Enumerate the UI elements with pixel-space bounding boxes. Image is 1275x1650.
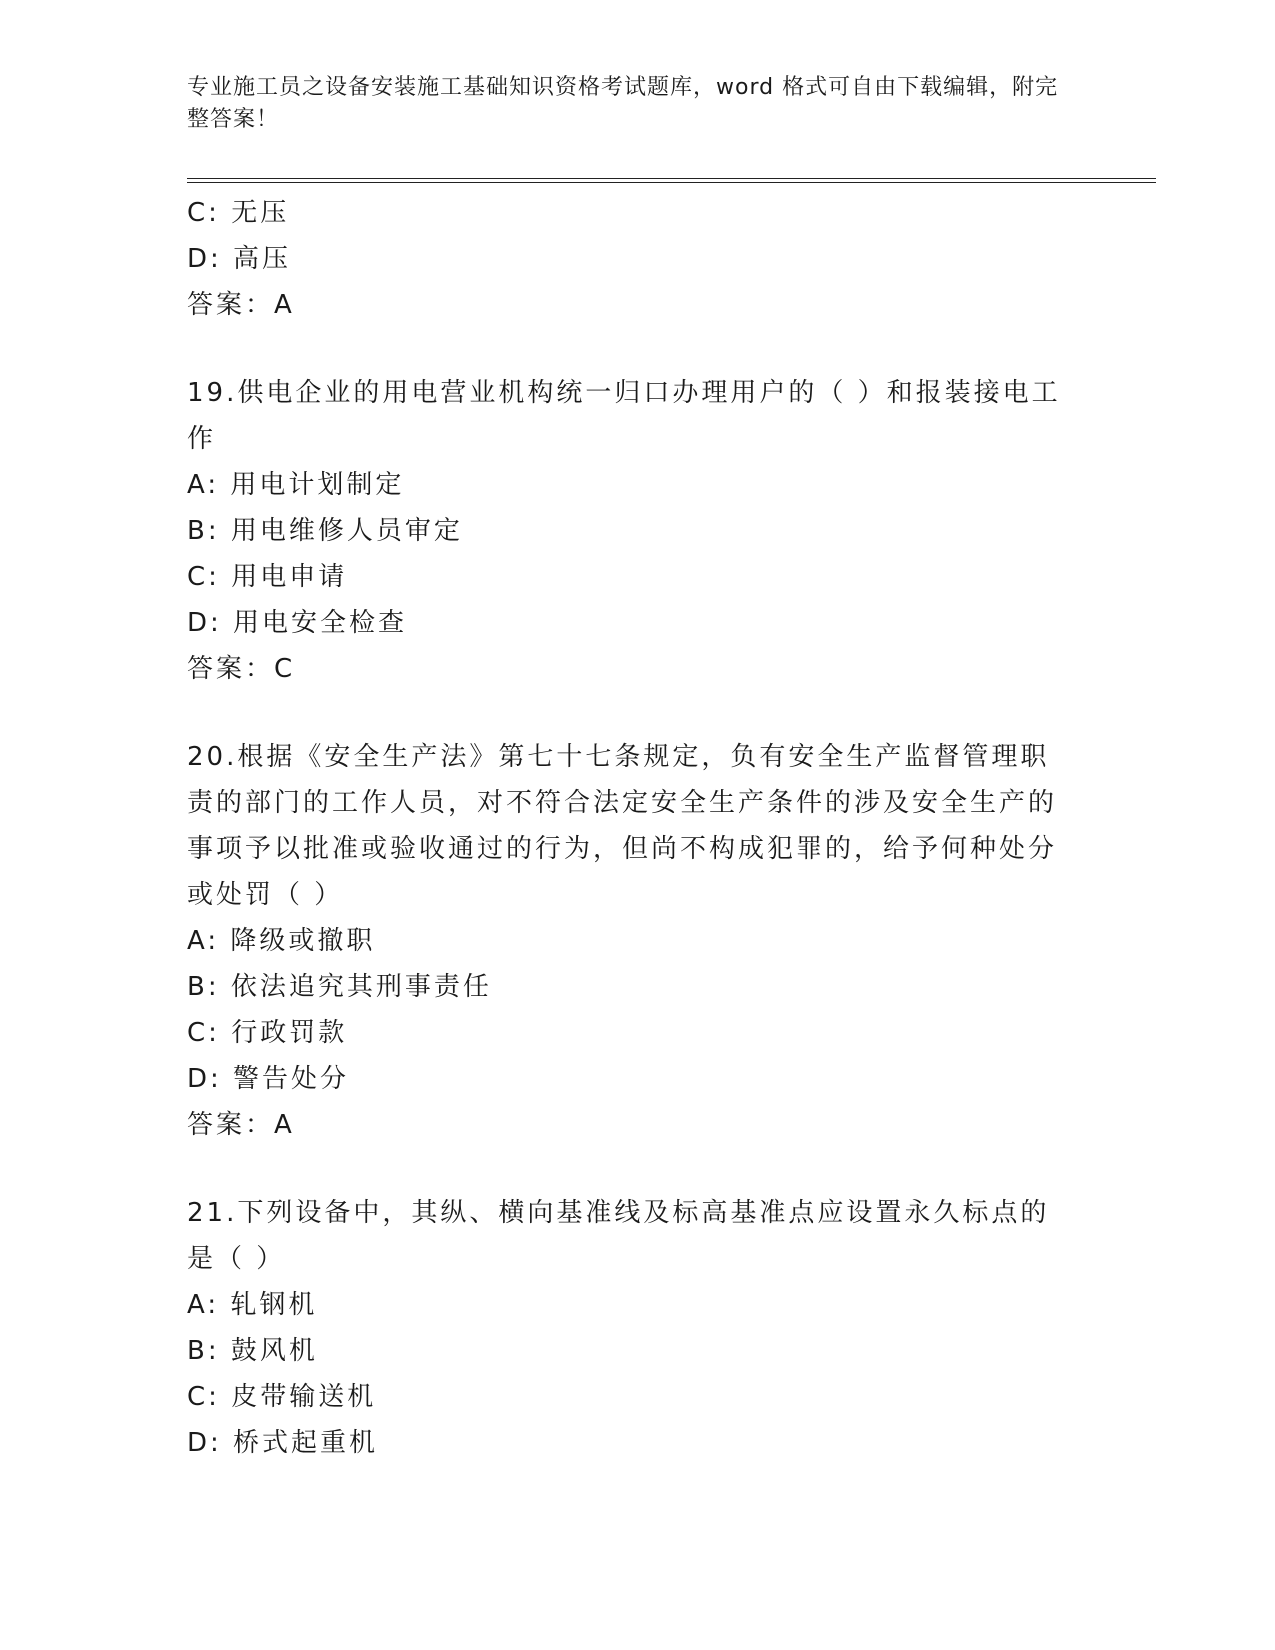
option-key: C: [187, 198, 220, 228]
question-text: 20.根据《安全生产法》第七十七条规定，负有安全生产监督管理职责的部门的工作人员，对不符合法定安全生产条件的涉及安全生产的事项予以批准或验收通过的行为，但尚不构成犯罪的，给予何种处分或处罚（ ） [187, 742, 1058, 910]
option-line [187, 236, 1087, 282]
option-key: C: [187, 562, 220, 592]
option-key: C: [187, 1018, 220, 1048]
spacer [187, 328, 1087, 370]
option-text: 轧钢机 [230, 1290, 318, 1320]
option-line [187, 1374, 1087, 1420]
option-text: 行政罚款 [231, 1018, 348, 1048]
option-key: D: [187, 1064, 222, 1094]
option-text: 高压 [233, 244, 292, 274]
option-key: A: [187, 926, 220, 956]
option-line [187, 1056, 1087, 1102]
divider-line-top [187, 178, 1156, 179]
option-key: A: [187, 1290, 220, 1320]
option-line [187, 600, 1087, 646]
option-text: 用电维修人员审定 [230, 516, 463, 546]
question-text: 19.供电企业的用电营业机构统一归口办理用户的（ ）和报装接电工作 [187, 378, 1061, 454]
document-header: 专业施工员之设备安装施工基础知识资格考试题库，word 格式可自由下载编辑，附完整答案！ [187, 75, 1059, 132]
option-key: B: [187, 516, 220, 546]
option-text: 降级或撤职 [230, 926, 376, 956]
spacer [187, 1148, 1087, 1190]
option-key: B: [187, 972, 220, 1002]
option-text: 依法追究其刑事责任 [230, 972, 492, 1002]
option-line [187, 1420, 1087, 1466]
question-text: 21.下列设备中，其纵、横向基准线及标高基准点应设置永久标点的是（ ） [187, 1198, 1050, 1274]
divider-line-bottom [187, 182, 1156, 183]
option-text: 桥式起重机 [233, 1428, 379, 1458]
spacer [187, 692, 1087, 734]
answer-line: 答案：A [187, 1110, 295, 1140]
option-line [187, 462, 1087, 508]
option-text: 皮带输送机 [231, 1382, 377, 1412]
option-key: D: [187, 608, 222, 638]
option-text: 警告处分 [233, 1064, 350, 1094]
option-line [187, 918, 1087, 964]
answer-line: 答案：A [187, 290, 295, 320]
option-line [187, 1010, 1087, 1056]
option-key: A: [187, 470, 220, 500]
question-list [187, 190, 1087, 1466]
option-key: D: [187, 244, 222, 274]
option-line [187, 1328, 1087, 1374]
option-line [187, 508, 1087, 554]
option-text: 用电申请 [231, 562, 348, 592]
option-text: 用电安全检查 [233, 608, 408, 638]
header-divider [187, 178, 1156, 183]
option-line [187, 554, 1087, 600]
option-key: B: [187, 1336, 220, 1366]
option-line [187, 964, 1087, 1010]
option-text: 鼓风机 [230, 1336, 318, 1366]
option-line [187, 1282, 1087, 1328]
option-line [187, 190, 1087, 236]
answer-line: 答案：C [187, 654, 296, 684]
option-text: 无压 [231, 198, 290, 228]
option-key: D: [187, 1428, 222, 1458]
option-key: C: [187, 1382, 220, 1412]
option-text: 用电计划制定 [230, 470, 405, 500]
